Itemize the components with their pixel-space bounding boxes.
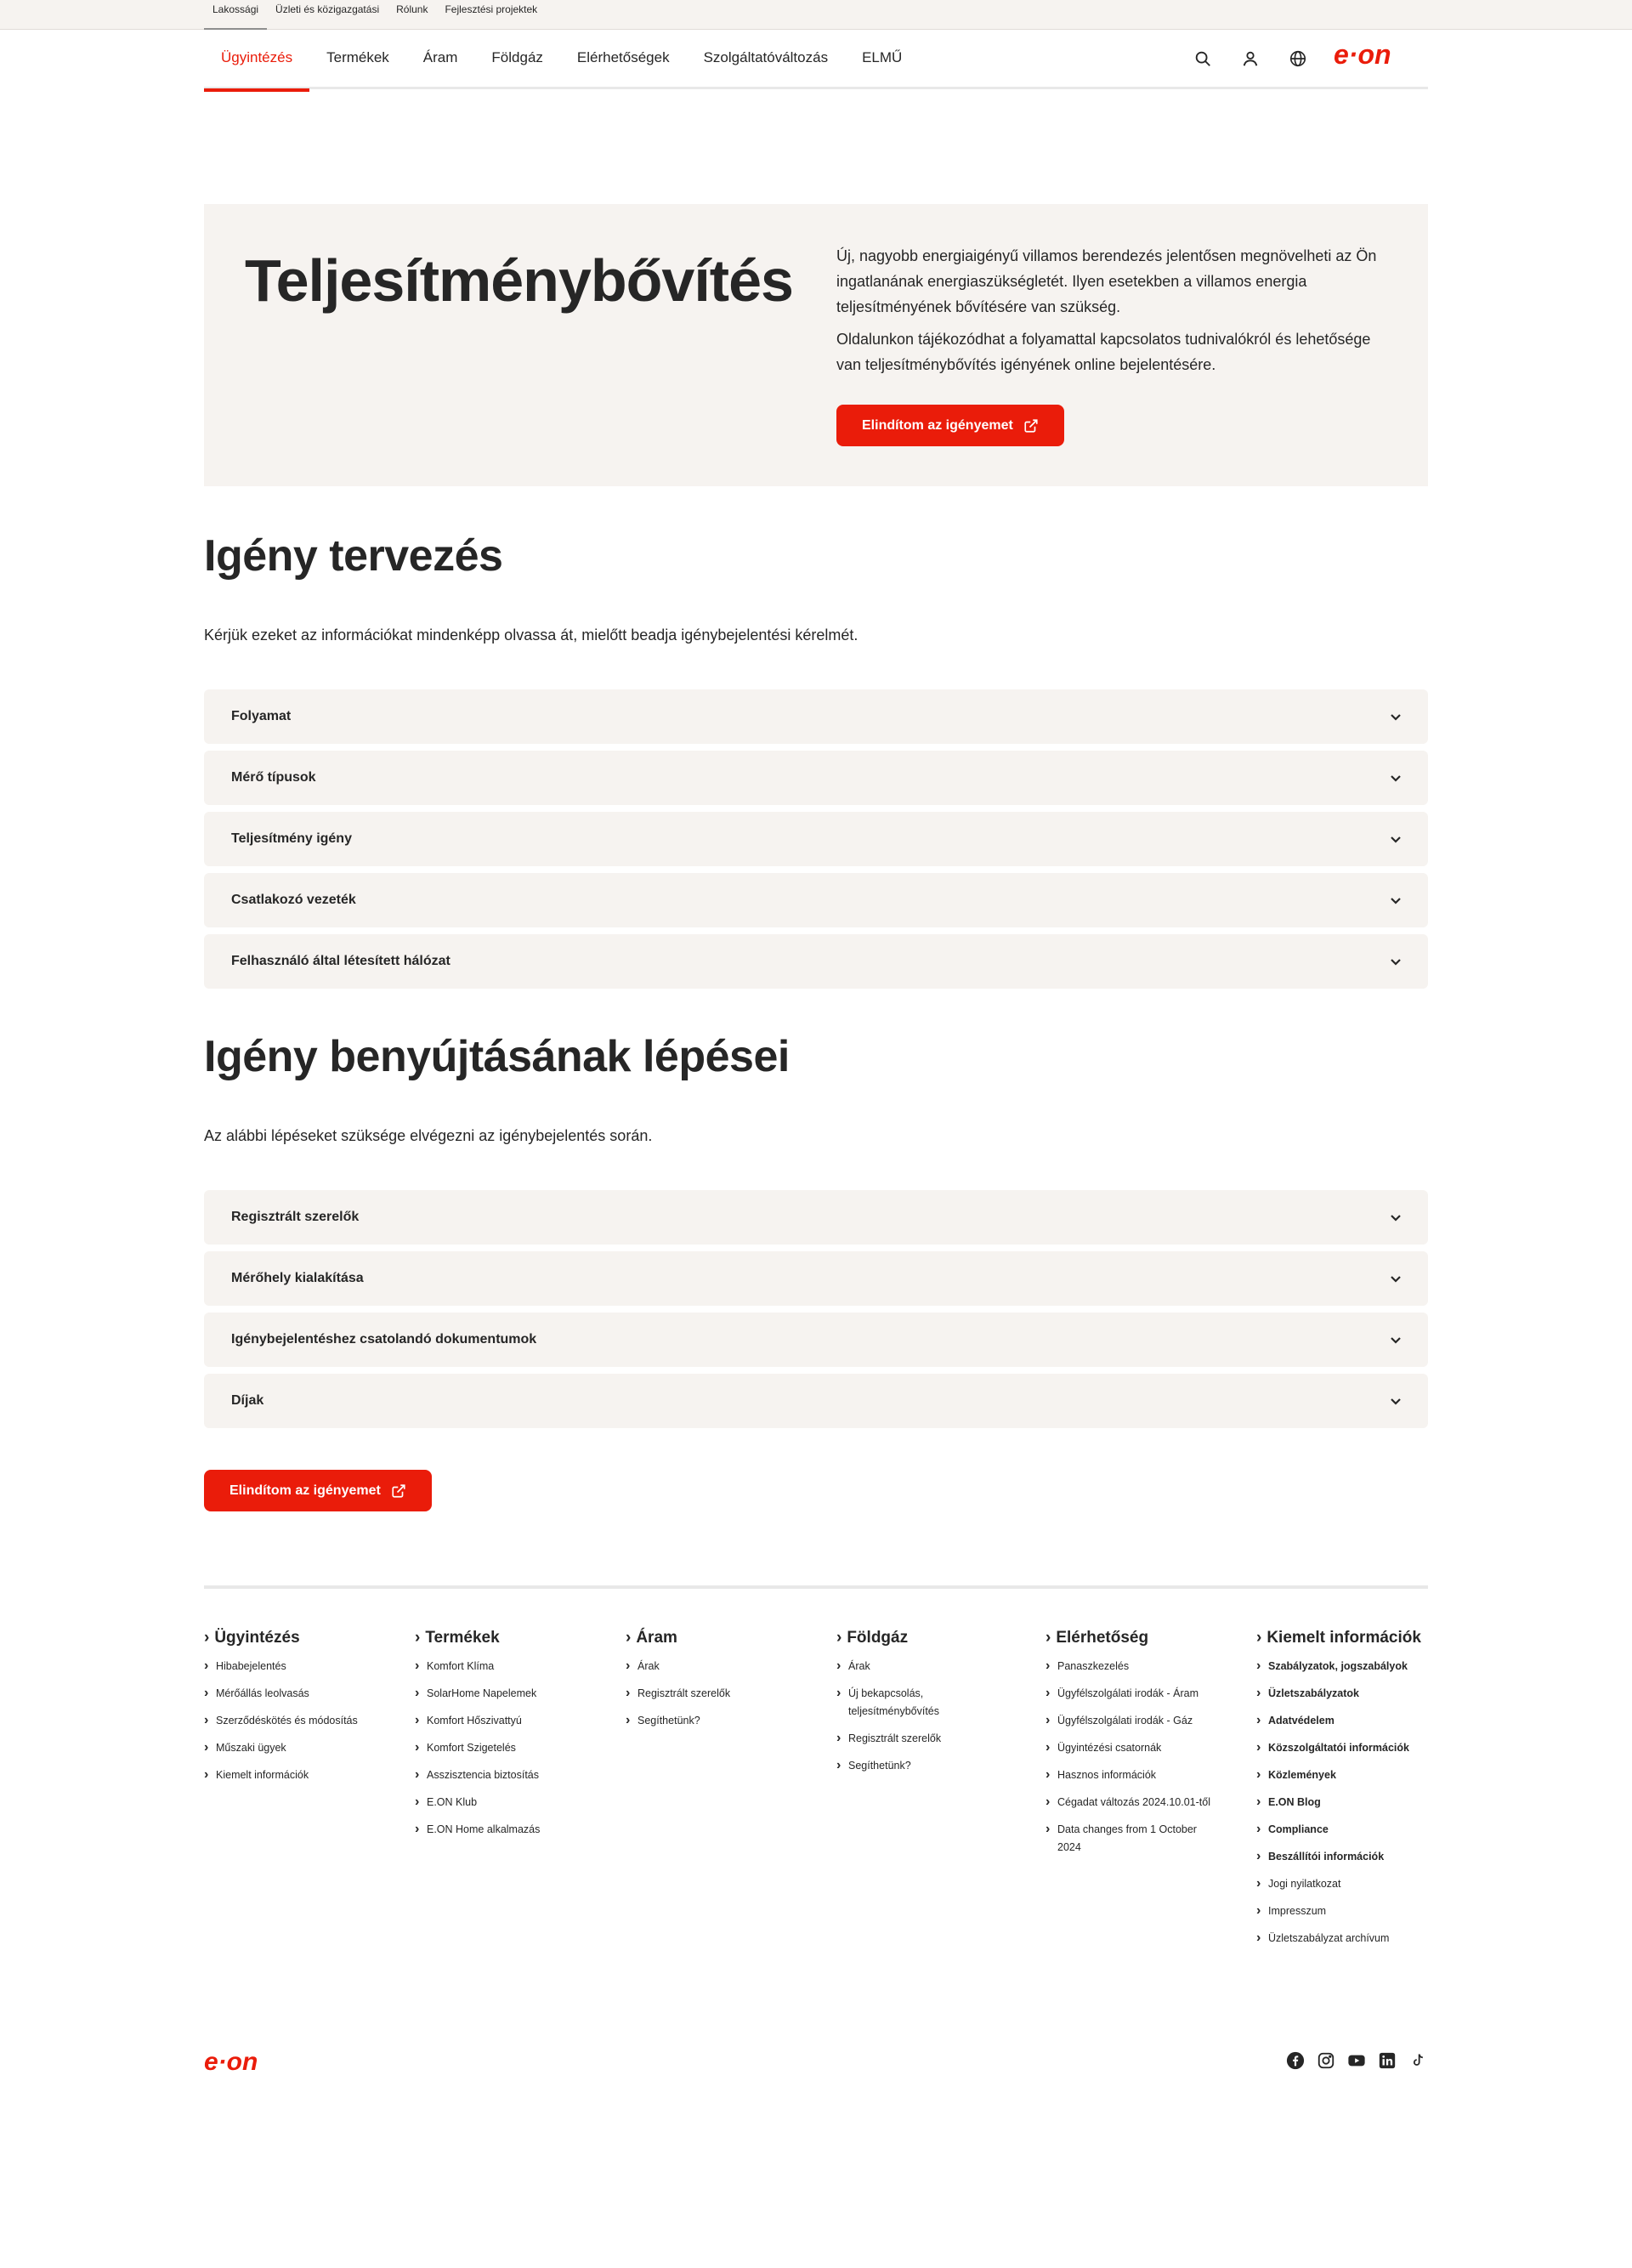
svg-text:e·on: e·on (1334, 42, 1391, 70)
footer-link[interactable]: › Szerződéskötés és módosítás (204, 1712, 374, 1730)
footer-link[interactable]: › Árak (626, 1658, 796, 1675)
utility-link-uzleti[interactable]: Üzleti és közigazgatási (275, 3, 380, 15)
globe-icon[interactable] (1274, 42, 1322, 76)
footer-link[interactable]: › Komfort Klíma (415, 1658, 585, 1675)
start-request-button[interactable] (836, 405, 1064, 446)
footer-link[interactable]: › Üzletszabályzatok (1256, 1685, 1426, 1703)
accordion-item-folyamat[interactable] (204, 689, 1428, 744)
linkedin-icon[interactable] (1377, 2050, 1397, 2071)
footer-link[interactable]: › Ügyfélszolgálati irodák - Áram (1046, 1685, 1216, 1703)
footer-link[interactable]: › Segíthetünk? (836, 1757, 1006, 1775)
tiktok-icon[interactable] (1408, 2050, 1428, 2071)
footer-column-ugyintezes (204, 1629, 408, 1794)
footer-link[interactable]: › Komfort Hőszivattyú (415, 1712, 585, 1730)
footer-link[interactable]: › Közszolgáltatói információk (1256, 1739, 1426, 1757)
footer-link[interactable]: › Jogi nyilatkozat (1256, 1875, 1426, 1893)
footer-divider (204, 1585, 1428, 1589)
start-request-label: Elindítom az igényemet (862, 417, 1013, 433)
facebook-icon[interactable] (1285, 2050, 1306, 2071)
nav-item-elerhetosegek[interactable]: Elérhetőségek (576, 49, 670, 65)
footer-column-title[interactable] (415, 1629, 619, 1647)
footer-link[interactable]: › Compliance (1256, 1821, 1426, 1839)
footer-title-text: Kiemelt információk (1266, 1629, 1421, 1647)
footer-column-foldgaz (836, 1629, 1040, 1784)
chevron-down-icon (1389, 1211, 1402, 1224)
accordion-label: Folyamat (231, 709, 292, 723)
chevron-down-icon (1389, 1333, 1402, 1347)
footer-column-title[interactable] (204, 1629, 408, 1647)
footer-column-title[interactable] (626, 1629, 830, 1647)
section-title-igeny-tervezes: Igény tervezés (204, 531, 503, 581)
footer-link[interactable]: › Ügyfélszolgálati irodák - Gáz (1046, 1712, 1216, 1730)
footer-column-title[interactable] (1046, 1629, 1250, 1647)
search-icon[interactable] (1179, 42, 1227, 76)
chevron-down-icon (1389, 893, 1402, 907)
footer-column-termekek (415, 1629, 619, 1848)
hero-paragraph: Oldalunkon tájékozódhat a folyamattal kapcsolatos tudnivalókról és lehetősége van teljesítménybővítés igényének online bejelentésére. (836, 331, 1371, 373)
footer-link[interactable]: › Közlemények (1256, 1766, 1426, 1784)
chevron-right-icon: › (1046, 1629, 1051, 1647)
footer-title-text: Ügyintézés (214, 1629, 300, 1647)
nav-item-elmu[interactable]: ELMŰ (862, 49, 903, 65)
user-icon[interactable] (1227, 42, 1274, 76)
utility-link-rolunk[interactable]: Rólunk (396, 3, 428, 15)
footer-link[interactable]: › Regisztrált szerelők (836, 1730, 1006, 1748)
footer-title-text: Termékek (425, 1629, 500, 1647)
chevron-right-icon: › (1256, 1629, 1262, 1647)
footer-title-text: Földgáz (847, 1629, 909, 1647)
nav-item-ugyintezes[interactable]: Ügyintézés (204, 30, 309, 89)
nav-item-foldgaz[interactable]: Földgáz (491, 49, 543, 65)
hero-paragraph: Új, nagyobb energiaigényű villamos berendezés jelentősen megnövelheti az Ön ingatlanának energiaszükségletét. Ilyen esetekben a villamos energia teljesítményének bővítésére van szükség. (836, 247, 1377, 315)
hero-panel (204, 204, 1428, 486)
utility-link-lakossagi[interactable]: Lakossági (204, 0, 267, 30)
nav-item-aram[interactable]: Áram (422, 49, 458, 65)
chevron-right-icon: › (415, 1629, 421, 1647)
footer-link[interactable]: › Kiemelt információk (204, 1766, 374, 1784)
footer-title-text: Áram (636, 1629, 677, 1647)
accordion-item-teljesitmeny-igeny[interactable] (204, 812, 1428, 866)
accordion-item-dokumentumok[interactable] (204, 1313, 1428, 1367)
footer-title-text: Elérhetőség (1056, 1629, 1149, 1647)
accordion-item-csatlakozo-vezetek[interactable] (204, 873, 1428, 927)
start-request-label: Elindítom az igényemet (230, 1483, 381, 1498)
accordion-label: Csatlakozó vezeték (231, 893, 356, 907)
footer-column-title[interactable] (836, 1629, 1040, 1647)
accordion-label: Mérő típusok (231, 770, 316, 785)
accordion-item-felhasznalo-halozat[interactable] (204, 934, 1428, 989)
utility-link-fejlesztesi[interactable]: Fejlesztési projektek (445, 3, 538, 15)
section-intro: Az alábbi lépéseket szüksége elvégezni az igénybejelentés során. (204, 1127, 653, 1144)
nav-item-termekek[interactable]: Termékek (326, 49, 389, 65)
footer-link[interactable]: › Beszállítói információk (1256, 1848, 1426, 1866)
chevron-down-icon (1389, 1394, 1402, 1408)
footer-link[interactable]: › Data changes from 1 October 2024 (1046, 1821, 1203, 1857)
footer-column-elerhetoseg (1046, 1629, 1250, 1866)
accordion-label: Felhasználó által létesített hálózat (231, 954, 450, 968)
main-navigation (204, 30, 1428, 89)
chevron-right-icon: › (836, 1629, 842, 1647)
footer-link[interactable]: › Műszaki ügyek (204, 1739, 374, 1757)
footer-link[interactable]: › Regisztrált szerelők (626, 1685, 796, 1703)
external-link-icon (391, 1483, 406, 1499)
footer-link[interactable]: › Asszisztencia biztosítás (415, 1766, 585, 1784)
footer-link[interactable]: › Impresszum (1256, 1902, 1426, 1920)
accordion-item-mero-tipusok[interactable] (204, 751, 1428, 805)
footer-link[interactable]: › Ügyintézési csatornák (1046, 1739, 1216, 1757)
chevron-down-icon (1389, 955, 1402, 968)
accordion-item-merohely-kialakitasa[interactable] (204, 1251, 1428, 1306)
chevron-down-icon (1389, 771, 1402, 785)
accordion-label: Díjak (231, 1393, 264, 1408)
footer-link[interactable]: › Hibabejelentés (204, 1658, 374, 1675)
footer-link[interactable]: › E.ON Blog (1256, 1794, 1426, 1812)
instagram-icon[interactable] (1316, 2050, 1336, 2071)
footer-link[interactable]: › E.ON Klub (415, 1794, 585, 1812)
footer-link[interactable]: › Szabályzatok, jogszabályok (1256, 1658, 1426, 1675)
chevron-down-icon (1389, 832, 1402, 846)
footer-link[interactable]: › E.ON Home alkalmazás (415, 1821, 585, 1839)
external-link-icon (1023, 418, 1039, 434)
section-intro: Kérjük ezeket az információkat mindenképp olvassa át, mielőtt beadja igénybejelentési kérelmét. (204, 627, 858, 644)
hero-description (836, 243, 1397, 384)
chevron-right-icon: › (626, 1629, 632, 1647)
page-title: Teljesítménybővítés (245, 247, 793, 314)
accordion-label: Igénybejelentéshez csatolandó dokumentumok (231, 1332, 537, 1347)
footer-link[interactable]: › Hasznos információk (1046, 1766, 1216, 1784)
youtube-icon[interactable] (1346, 2050, 1367, 2071)
footer-link[interactable]: › Adatvédelem (1256, 1712, 1426, 1730)
footer-column-aram (626, 1629, 830, 1739)
social-links (1285, 2050, 1428, 2071)
utility-bar (0, 0, 1632, 30)
accordion-item-regisztralt-szerelok[interactable] (204, 1190, 1428, 1245)
accordion-label: Regisztrált szerelők (231, 1210, 360, 1224)
section-title-igeny-benyujtasa: Igény benyújtásának lépései (204, 1032, 790, 1081)
footer-link[interactable]: › Mérőállás leolvasás (204, 1685, 374, 1703)
footer-column-kiemelt (1256, 1629, 1460, 1957)
footer-link[interactable]: › Segíthetünk? (626, 1712, 796, 1730)
svg-text:e·on: e·on (204, 2049, 258, 2076)
footer-link[interactable]: › Cégadat változás 2024.10.01-től (1046, 1794, 1216, 1812)
start-request-button-bottom[interactable] (204, 1470, 432, 1511)
footer-link[interactable]: › Árak (836, 1658, 1006, 1675)
footer-column-title[interactable] (1256, 1629, 1460, 1647)
accordion-item-dijak[interactable] (204, 1374, 1428, 1428)
footer-link[interactable]: › Komfort Szigetelés (415, 1739, 585, 1757)
accordion-label: Mérőhely kialakítása (231, 1271, 364, 1285)
footer-link[interactable]: › SolarHome Napelemek (415, 1685, 585, 1703)
chevron-right-icon: › (204, 1629, 210, 1647)
eon-logo[interactable] (1334, 42, 1415, 75)
footer-link[interactable]: › Panaszkezelés (1046, 1658, 1216, 1675)
chevron-down-icon (1389, 1272, 1402, 1285)
chevron-down-icon (1389, 710, 1402, 723)
footer-link[interactable]: › Új bekapcsolás, teljesítménybővítés (836, 1685, 947, 1721)
eon-footer-logo[interactable] (204, 2049, 280, 2080)
accordion-label: Teljesítmény igény (231, 831, 352, 846)
nav-item-szolgaltatovaltozas[interactable]: Szolgáltatóváltozás (703, 49, 829, 65)
footer-link[interactable]: › Üzletszabályzat archívum (1256, 1930, 1426, 1948)
